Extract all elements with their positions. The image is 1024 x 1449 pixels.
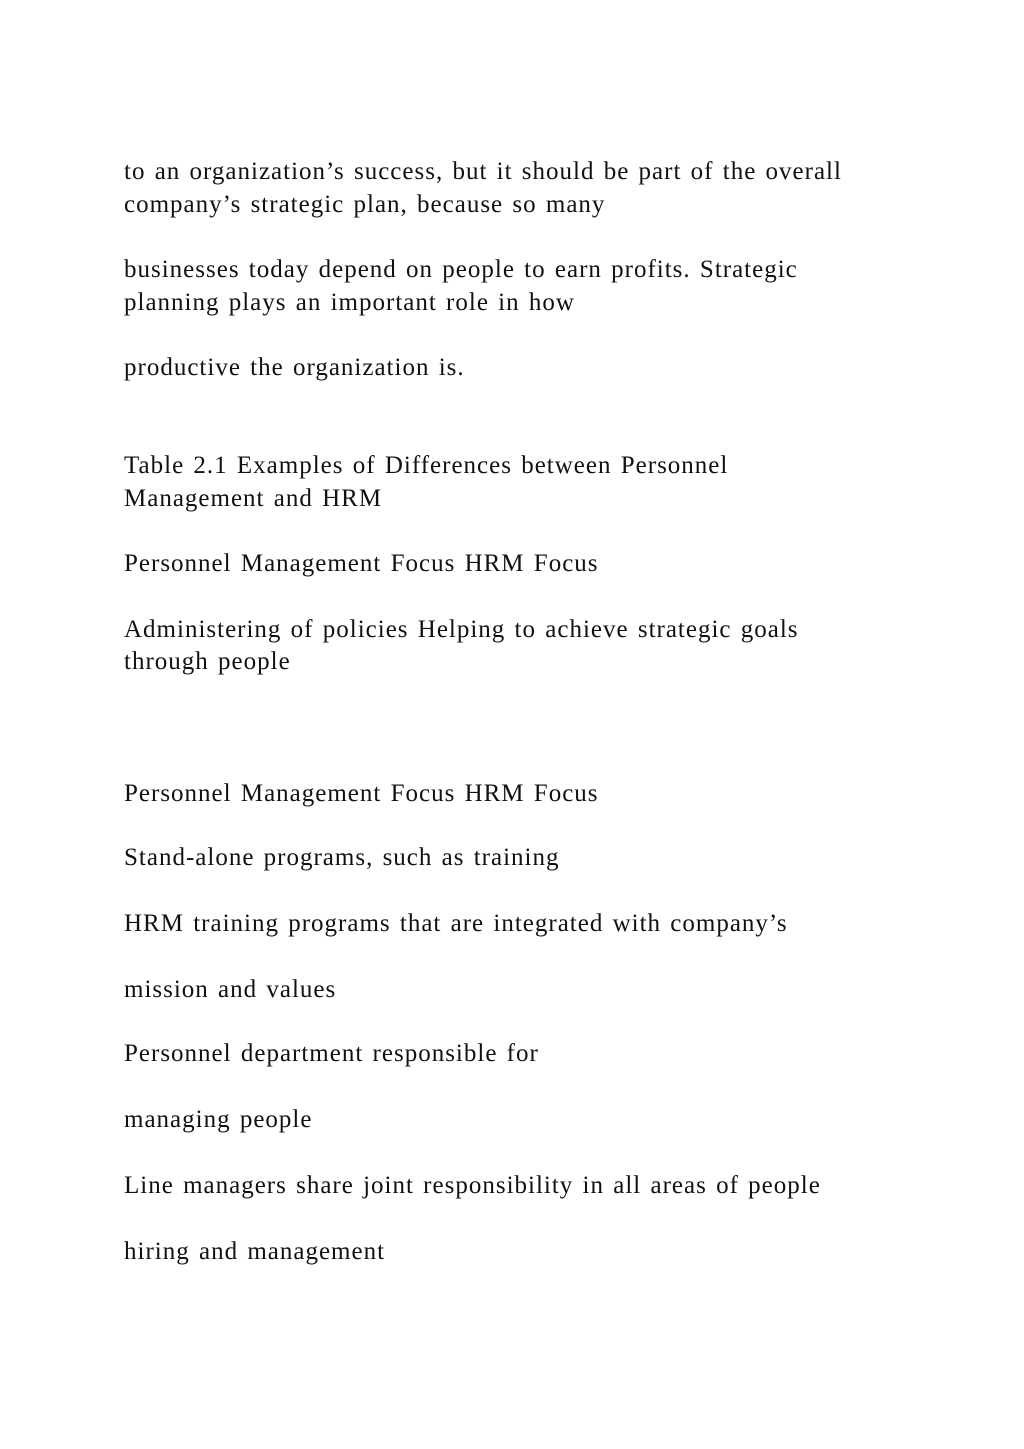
- table-row-line: through people: [124, 648, 291, 675]
- table-row-line: Administering of policies Helping to achieve strategic goals: [124, 616, 799, 643]
- table-row-line: HRM training programs that are integrated with company’s: [124, 910, 788, 937]
- table-row-line: Line managers share joint responsibility in all areas of people: [124, 1172, 821, 1199]
- paragraph-line: businesses today depend on people to earn profits. Strategic: [124, 256, 798, 283]
- table-header-line: Personnel Management Focus HRM Focus: [124, 550, 599, 577]
- table-caption-line: Management and HRM: [124, 485, 383, 512]
- table-row-line: hiring and management: [124, 1238, 386, 1265]
- table-caption-line: Table 2.1 Examples of Differences between Personnel: [124, 452, 729, 479]
- table-header-line: Personnel Management Focus HRM Focus: [124, 780, 599, 807]
- table-row-line: managing people: [124, 1106, 313, 1133]
- paragraph-line: planning plays an important role in how: [124, 289, 575, 316]
- table-row-line: Personnel department responsible for: [124, 1040, 539, 1067]
- table-row-line: mission and values: [124, 976, 337, 1003]
- paragraph-line: company’s strategic plan, because so many: [124, 191, 606, 218]
- table-row-line: Stand-alone programs, such as training: [124, 844, 560, 871]
- paragraph-line: productive the organization is.: [124, 354, 465, 381]
- paragraph-line: to an organization’s success, but it should be part of the overall: [124, 158, 842, 185]
